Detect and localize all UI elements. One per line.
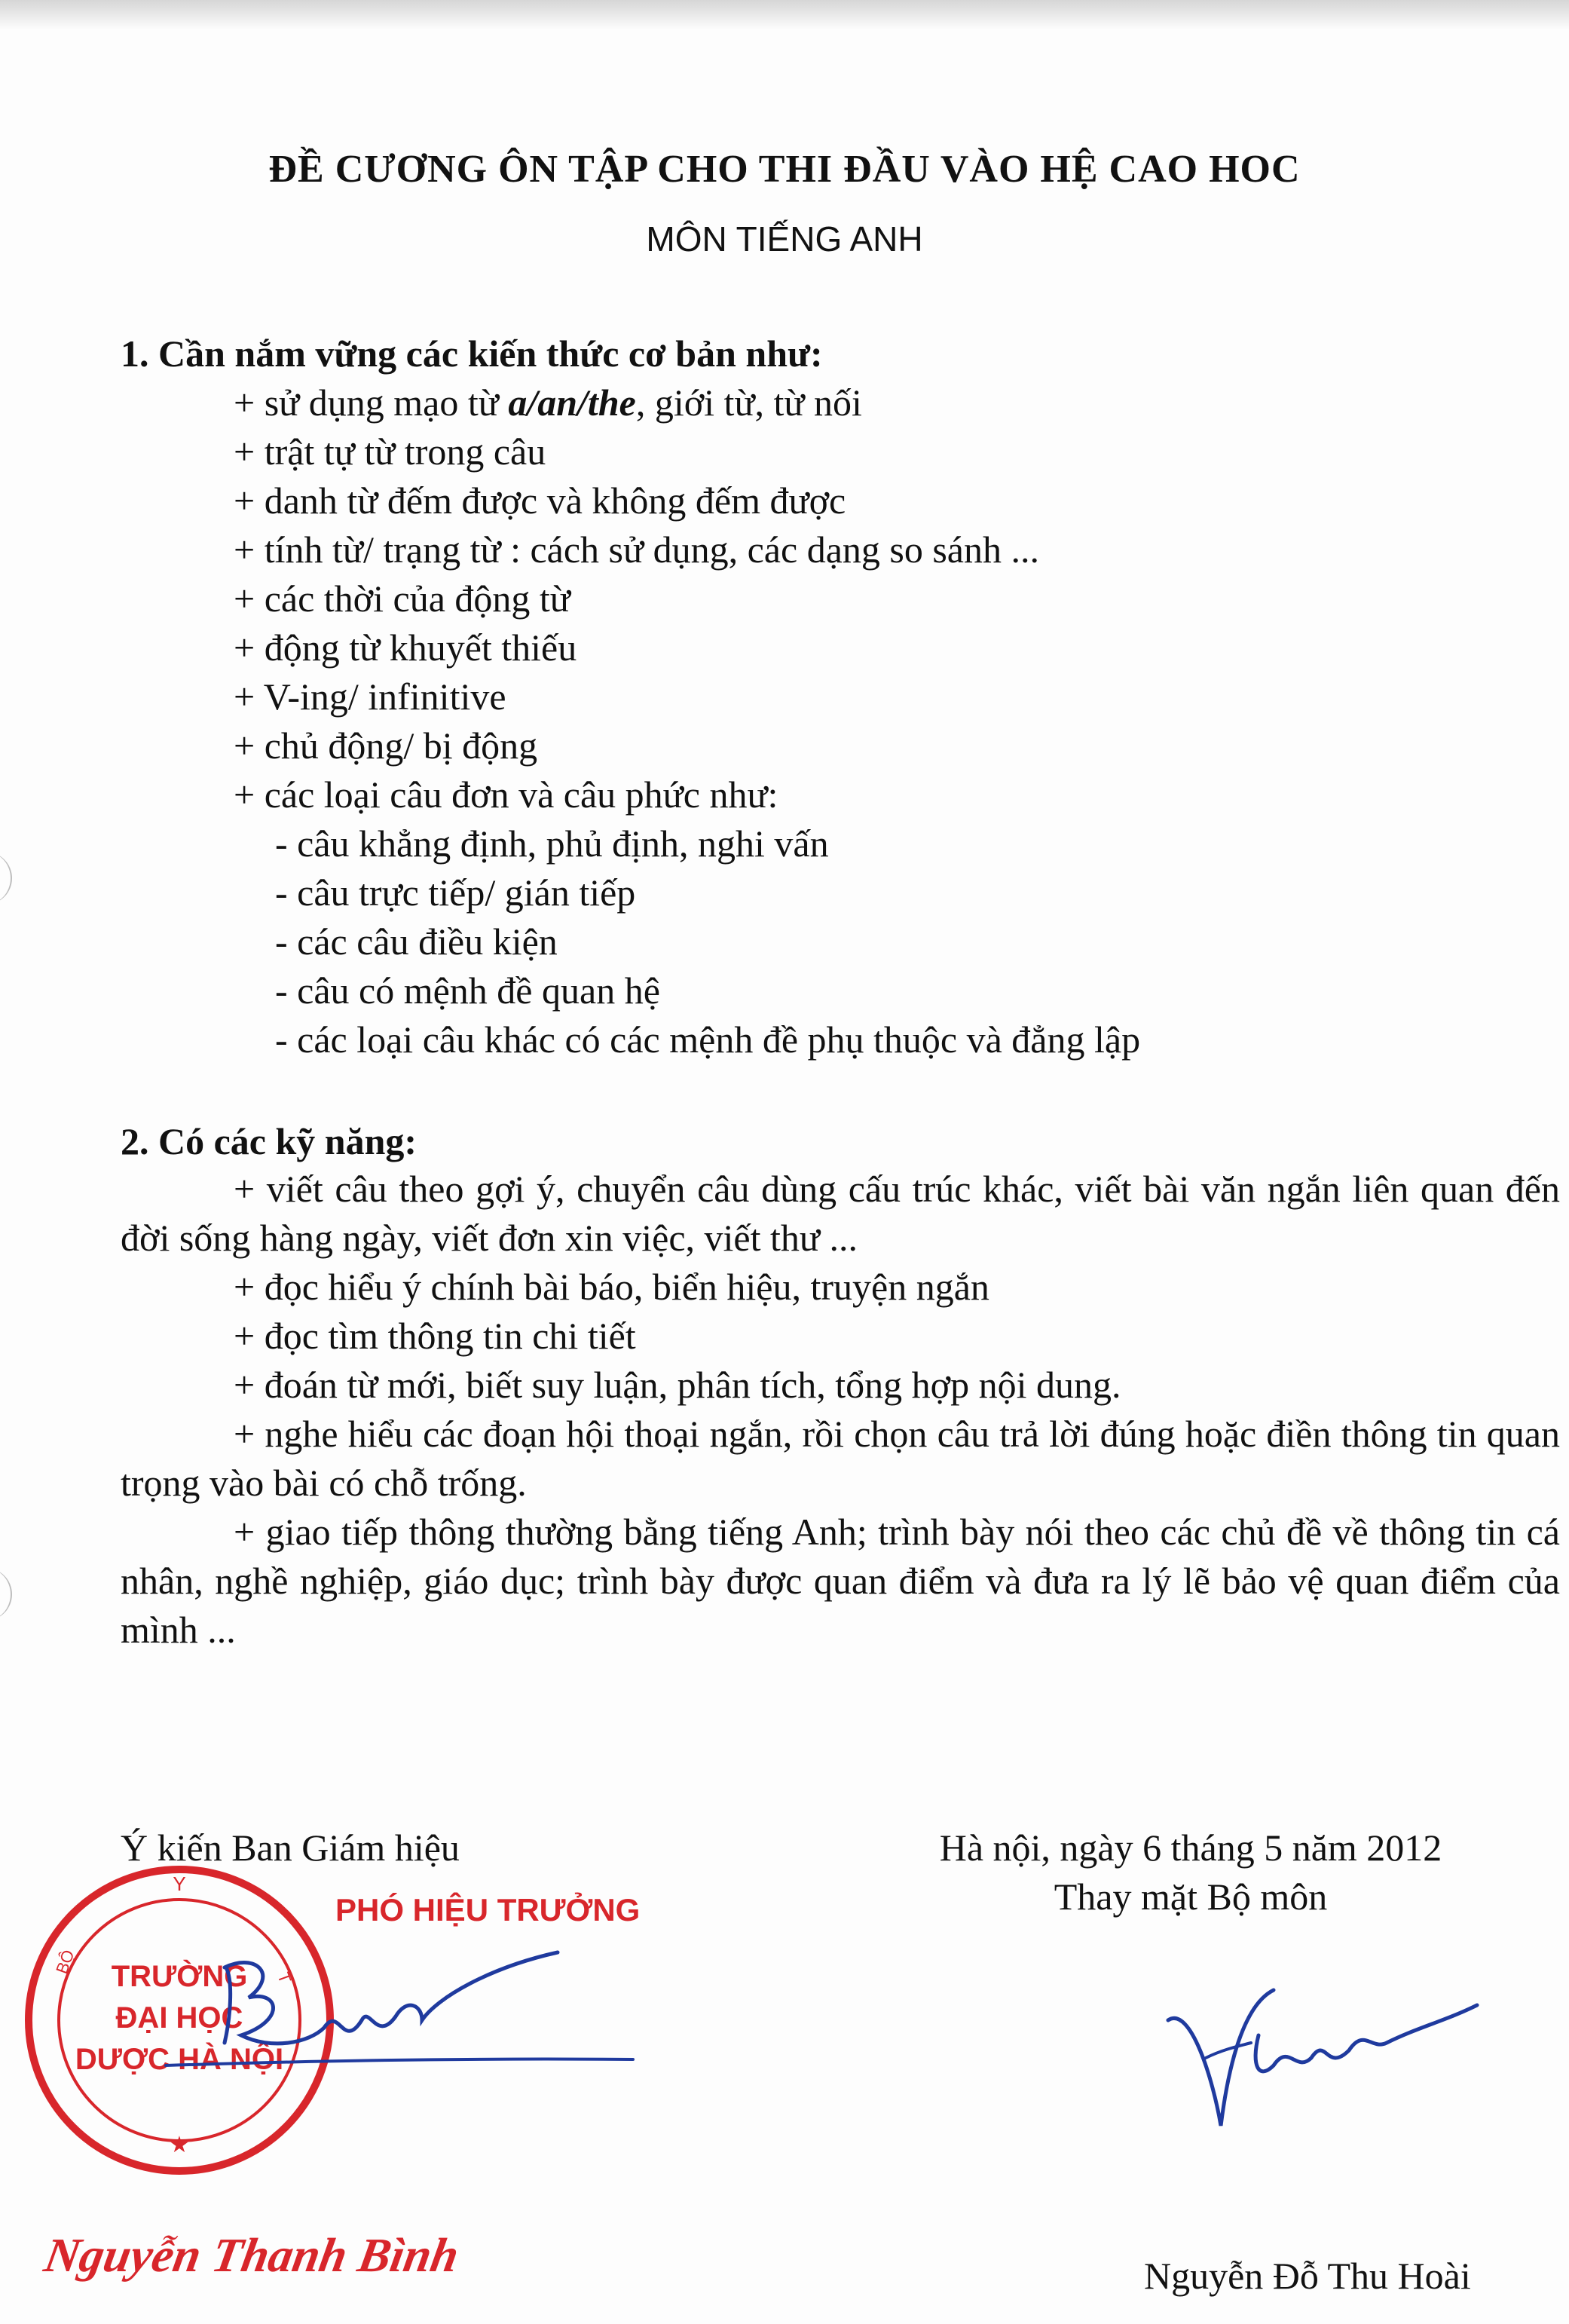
seal-line: ĐẠI HỌC (115, 2001, 243, 2035)
svg-text:★: ★ (169, 2133, 190, 2157)
left-handwritten-signature (136, 1937, 663, 2088)
sub-list-item: - câu có mệnh đề quan hệ (275, 969, 660, 1012)
skill-paragraph: + đọc tìm thông tin chi tiết (234, 1315, 636, 1357)
svg-text:BỘ: BỘ (52, 1947, 78, 1976)
item-prefix: + sử dụng mạo từ (234, 381, 509, 424)
sub-list-item: - câu khẳng định, phủ định, nghi vấn (275, 822, 829, 865)
svg-text:Y: Y (173, 1872, 186, 1895)
list-item: + V-ing/ infinitive (234, 675, 506, 718)
skill-paragraph: + nghe hiểu các đoạn hội thoại ngắn, rồi chọn câu trả lời đúng hoặc điền thông tin quan trọng vào bài có chỗ trống. (121, 1413, 1560, 1504)
department-representative-name: Nguyễn Đỗ Thu Hoài (1144, 2255, 1471, 2297)
skill-paragraph: + đoán từ mới, biết suy luận, phân tích, tổng hợp nội dung. (234, 1364, 1121, 1406)
right-handwritten-signature (1145, 1975, 1492, 2148)
list-item: + các thời của động từ (234, 577, 570, 620)
scan-shadow (0, 0, 1569, 30)
vice-rector-name: Nguyễn Thanh Bình (40, 2228, 463, 2282)
list-item: + trật tự từ trong câu (234, 430, 546, 473)
list-item (234, 381, 862, 424)
skill-paragraph: + giao tiếp thông thường bằng tiếng Anh; trình bày nói theo các chủ đề về thông tin cá nhân, nghề nghiệp, giáo dục; trình bày được quan điểm và đưa ra lý lẽ bảo vệ quan điểm của mình ... (121, 1511, 1560, 1651)
seal-line: DƯỢC HÀ NỘI (75, 2043, 284, 2076)
punch-hole-mark (0, 1568, 12, 1621)
punch-hole-mark (0, 852, 12, 905)
sub-list-item: - các loại câu khác có các mệnh đề phụ thuộc và đẳng lập (275, 1018, 1141, 1061)
sub-list-item: - các câu điều kiện (275, 920, 558, 963)
list-item: + các loại câu đơn và câu phức như: (234, 773, 778, 816)
list-item: + danh từ đếm được và không đếm được (234, 479, 846, 522)
item-suffix: , giới từ, từ nối (635, 381, 862, 424)
skill-paragraph: + viết câu theo gợi ý, chuyển câu dùng cấu trúc khác, viết bài văn ngắn liên quan đến đời sống hàng ngày, viết đơn xin việc, viết thư ... (121, 1168, 1560, 1259)
sub-list-item: - câu trực tiếp/ gián tiếp (275, 871, 636, 914)
vice-rector-title: PHÓ HIỆU TRƯỞNG (335, 1892, 641, 1927)
svg-text:T: T (274, 1970, 295, 1986)
list-item: + tính từ/ trạng từ : cách sử dụng, các dạng so sánh ... (234, 528, 1039, 571)
place-date: Hà nội, ngày 6 tháng 5 năm 2012 (939, 1826, 1442, 1869)
list-item: + chủ động/ bị động (234, 724, 538, 767)
skill-paragraph: + đọc hiểu ý chính bài báo, biển hiệu, truyện ngắn (234, 1266, 989, 1308)
document-subtitle: MÔN TIẾNG ANH (646, 219, 923, 259)
list-item: + động từ khuyết thiếu (234, 626, 577, 669)
emphasized-articles: a/an/the (508, 381, 636, 424)
section-1-heading: 1. Cần nắm vững các kiến thức cơ bản như: (121, 332, 823, 375)
section-2-heading: 2. Có các kỹ năng: (121, 1120, 417, 1162)
seal-line: TRƯỜNG (111, 1960, 248, 1993)
document-title: ĐỀ CƯƠNG ÔN TẬP CHO THI ĐẦU VÀO HỆ CAO HOC (268, 148, 1301, 191)
board-opinion-label: Ý kiến Ban Giám hiệu (121, 1826, 460, 1869)
on-behalf-label: Thay mặt Bộ môn (1054, 1875, 1328, 1918)
